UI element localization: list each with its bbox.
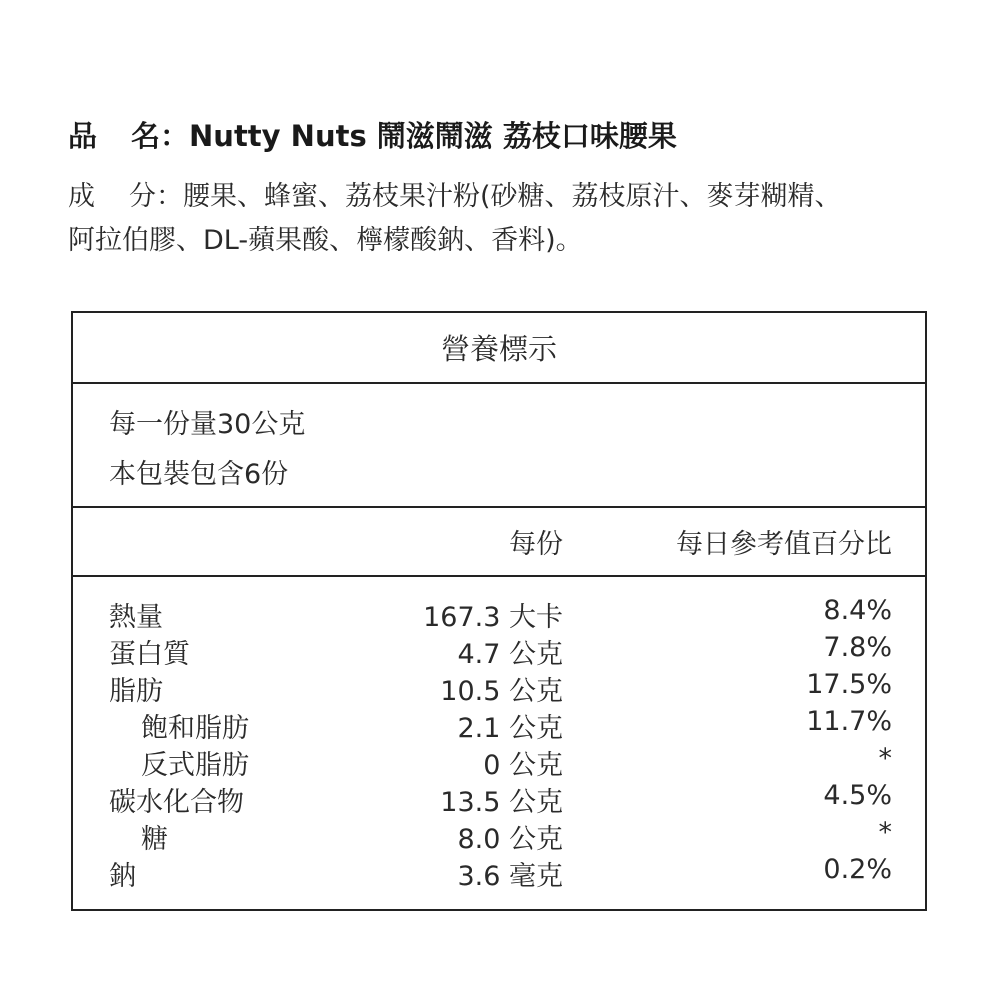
product-name-line: [68, 116, 677, 156]
nutrient-row-fat: [73, 669, 925, 706]
nutrient-name: 蛋白質: [109, 639, 190, 670]
product-label-second: 名：: [131, 119, 190, 153]
nutrient-daily-pct: 4.5%: [823, 780, 892, 811]
nutrient-daily-pct: 7.8%: [823, 632, 892, 663]
nutrient-amount: 4.7 公克: [457, 639, 563, 670]
nutrient-amount: 13.5 公克: [440, 787, 563, 818]
serving-size: 每一份量30公克: [109, 409, 306, 440]
nutrient-daily-pct: *: [878, 817, 892, 848]
daily-value-header: 每日參考值百分比: [676, 529, 892, 560]
nutrient-amount: 10.5 公克: [440, 676, 563, 707]
per-serving-header: 每份: [509, 529, 563, 560]
serving-info-section: [73, 384, 925, 508]
servings-per-package: 本包裝包含6份: [109, 459, 289, 490]
nutrient-daily-pct: 8.4%: [823, 595, 892, 626]
nutrient-amount: 8.0 公克: [457, 824, 563, 855]
nutrient-amount: 0 公克: [483, 750, 563, 781]
product-name-value: Nutty Nuts 鬧滋鬧滋 荔枝口味腰果: [189, 119, 677, 153]
nutrient-name: 飽和脂肪: [141, 713, 249, 744]
nutrient-amount: 167.3 大卡: [423, 602, 563, 633]
nutrient-name: 碳水化合物: [109, 787, 244, 818]
nutrient-row-carbohydrate: [73, 780, 925, 817]
nutrient-name: 熱量: [109, 602, 163, 633]
nutrient-amount: 2.1 公克: [457, 713, 563, 744]
nutrition-title-section: [73, 313, 925, 384]
ingredients-block: [68, 175, 948, 263]
ingredients-label-first: 成: [68, 181, 95, 212]
column-header-section: [73, 508, 925, 577]
nutrient-row-sugar: [73, 817, 925, 854]
nutrient-daily-pct: 11.7%: [806, 706, 892, 737]
nutrient-name: 脂肪: [109, 676, 163, 707]
ingredients-line-2: 阿拉伯膠、DL-蘋果酸、檸檬酸鈉、香料)。: [68, 225, 583, 256]
ingredients-text-1: 腰果、蜂蜜、荔枝果汁粉(砂糖、荔枝原汁、麥芽糊精、: [183, 181, 842, 212]
nutrient-daily-pct: 17.5%: [806, 669, 892, 700]
ingredients-label-second: 分：: [129, 181, 183, 212]
nutrient-daily-pct: *: [878, 743, 892, 774]
product-label-first: 品: [68, 119, 98, 153]
nutrition-facts-table: [71, 311, 927, 911]
product-name-label: [68, 119, 189, 153]
nutrient-amount: 3.6 毫克: [457, 861, 563, 892]
ingredients-line-1: [68, 175, 948, 219]
nutrient-rows: [73, 595, 925, 891]
nutrient-row-calories: [73, 595, 925, 632]
nutrient-daily-pct: 0.2%: [823, 854, 892, 885]
nutrient-row-sodium: [73, 854, 925, 891]
nutrient-name: 鈉: [109, 861, 136, 892]
nutrient-name: 反式脂肪: [141, 750, 249, 781]
nutrient-row-protein: [73, 632, 925, 669]
nutrient-name: 糖: [141, 824, 168, 855]
nutrient-row-trans-fat: [73, 743, 925, 780]
nutrient-row-saturated-fat: [73, 706, 925, 743]
nutrition-title: 營養標示: [440, 332, 557, 366]
